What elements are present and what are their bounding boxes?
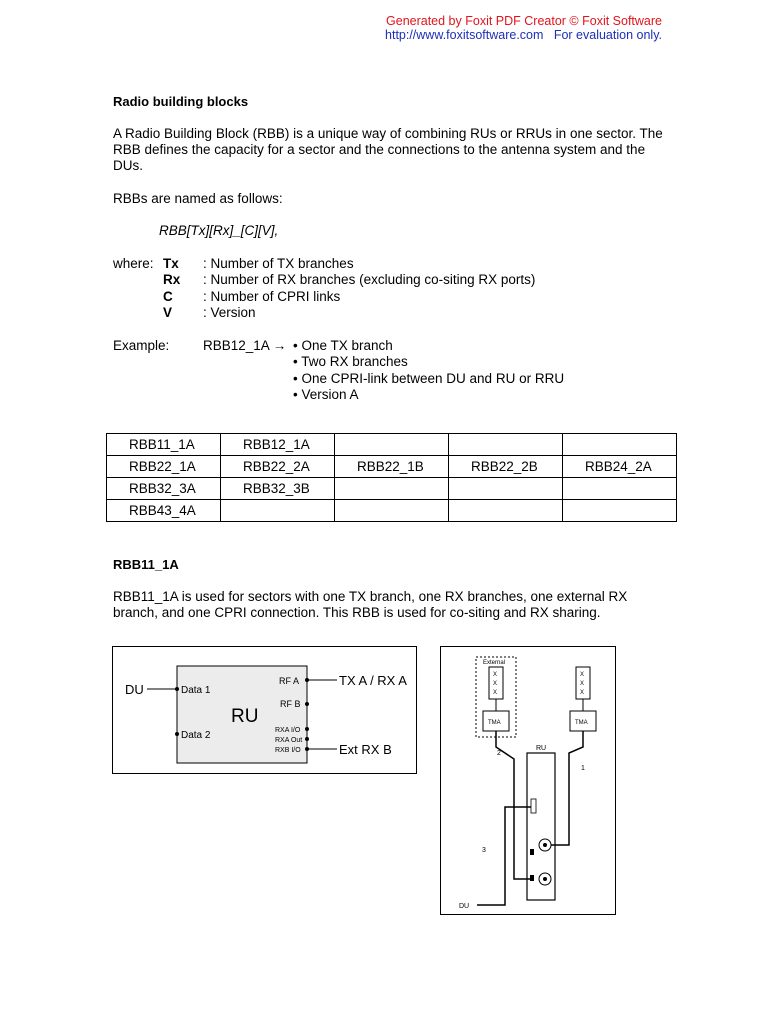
cabling-svg bbox=[441, 647, 615, 914]
du-label: DU bbox=[459, 903, 470, 910]
antenna-x-mark: X bbox=[493, 690, 498, 696]
definition-key: V bbox=[163, 304, 173, 320]
table-cell: RBB22_2A bbox=[221, 456, 335, 478]
watermark-line1: Generated by Foxit PDF Creator © Foxit Software bbox=[386, 14, 662, 28]
cable-3 bbox=[477, 807, 531, 905]
naming-intro: RBBs are named as follows: bbox=[113, 191, 283, 206]
definition-desc: : Number of RX branches (excluding co-siting RX ports) bbox=[203, 272, 536, 288]
watermark-line2 bbox=[385, 28, 662, 42]
rx-port bbox=[530, 849, 534, 855]
table-cell: RBB11_1A bbox=[107, 434, 221, 456]
ru-block-svg bbox=[113, 647, 416, 773]
du-label: DU bbox=[125, 682, 144, 697]
table-cell: RBB22_2B bbox=[449, 456, 563, 478]
table-row bbox=[107, 500, 677, 522]
example-items bbox=[293, 338, 593, 403]
table-cell: RBB43_4A bbox=[107, 500, 221, 522]
cable-1-label: 1 bbox=[581, 765, 585, 772]
subsection-title: RBB11_1A bbox=[113, 557, 179, 572]
watermark-note: For evaluation only. bbox=[553, 28, 662, 42]
cable-1 bbox=[551, 731, 583, 845]
table-row bbox=[107, 478, 677, 500]
subsection-paragraph: RBB11_1A is used for sectors with one TX branch, one RX branches, one external RX branch, and one CPRI connection. This RBB is used for co-siting and RX sharing. bbox=[113, 589, 628, 620]
antenna-x-mark: X bbox=[580, 690, 585, 696]
example-item: • Version A bbox=[293, 386, 359, 402]
rbb-table bbox=[106, 433, 677, 522]
txrx-label: TX A / RX A bbox=[339, 673, 407, 688]
table-cell: RBB32_3A bbox=[107, 478, 221, 500]
rf-connector-b-core bbox=[543, 877, 547, 881]
data2-label: Data 2 bbox=[181, 730, 211, 741]
table-cell bbox=[221, 500, 335, 522]
definition-row bbox=[113, 305, 535, 321]
ru-block-diagram bbox=[112, 646, 417, 774]
antenna-x-mark: X bbox=[493, 681, 498, 687]
definition-key: Rx bbox=[163, 272, 181, 288]
definition-key: C bbox=[163, 288, 173, 304]
definition-key: Tx bbox=[163, 256, 179, 271]
rx-port bbox=[530, 875, 534, 881]
tma-label: TMA bbox=[488, 720, 501, 726]
extrx-label: Ext RX B bbox=[339, 742, 392, 757]
rfb-label: RF B bbox=[280, 699, 301, 709]
rxaio-label: RXA I/O bbox=[275, 727, 301, 734]
table-cell bbox=[449, 478, 563, 500]
rxaout-port bbox=[305, 737, 309, 741]
naming-formula: RBB[Tx][Rx]_[C][V], bbox=[159, 223, 279, 238]
table-cell bbox=[335, 434, 449, 456]
foxit-watermark bbox=[385, 14, 662, 42]
external-label: External bbox=[483, 660, 506, 666]
table-cell: RBB24_2A bbox=[563, 456, 677, 478]
intro-paragraph: A Radio Building Block (RBB) is a unique way of combining RUs or RRUs in one sector. The RBB defines the capacity for a sector and the connections to the antenna system and the DUs. bbox=[113, 126, 663, 173]
antenna-x-mark: X bbox=[493, 672, 498, 678]
antenna-x-mark: X bbox=[580, 672, 585, 678]
table-cell: RBB32_3B bbox=[221, 478, 335, 500]
table-cell bbox=[563, 478, 677, 500]
rfb-port bbox=[305, 702, 309, 706]
data2-port bbox=[175, 732, 179, 736]
cabling-diagram bbox=[440, 646, 616, 915]
table-cell bbox=[563, 500, 677, 522]
watermark-url[interactable]: http://www.foxitsoftware.com bbox=[385, 28, 544, 42]
tma-label: TMA bbox=[575, 720, 588, 726]
table-cell bbox=[449, 500, 563, 522]
definition-row bbox=[113, 289, 535, 305]
example-name: RBB12_1A → bbox=[203, 338, 287, 353]
definition-desc: : Number of TX branches bbox=[203, 256, 354, 271]
cable-2-label: 2 bbox=[497, 750, 501, 757]
ru-label: RU bbox=[536, 745, 547, 752]
table-row bbox=[107, 456, 677, 478]
table-row bbox=[107, 434, 677, 456]
definitions-list bbox=[113, 256, 535, 321]
definition-desc: : Version bbox=[203, 304, 256, 320]
table-cell bbox=[449, 434, 563, 456]
definition-row bbox=[113, 272, 535, 288]
antenna-x-mark: X bbox=[580, 681, 585, 687]
table-cell: RBB22_1B bbox=[335, 456, 449, 478]
data1-label: Data 1 bbox=[181, 685, 211, 696]
table-cell: RBB22_1A bbox=[107, 456, 221, 478]
data1-port bbox=[175, 687, 179, 691]
example-item: • One CPRI-link between DU and RU or RRU bbox=[293, 370, 565, 386]
rxaio-port bbox=[305, 727, 309, 731]
table-cell: RBB12_1A bbox=[221, 434, 335, 456]
example-item: • Two RX branches bbox=[293, 354, 408, 370]
section-title: Radio building blocks bbox=[113, 94, 249, 109]
table-cell bbox=[335, 478, 449, 500]
table-cell bbox=[335, 500, 449, 522]
rfa-label: RF A bbox=[279, 676, 300, 686]
where-label: where: bbox=[113, 256, 154, 271]
definition-row bbox=[113, 256, 535, 272]
ru-label: RU bbox=[231, 706, 259, 727]
table-cell bbox=[563, 434, 677, 456]
rxbio-label: RXB I/O bbox=[275, 747, 301, 754]
example-label: Example: bbox=[113, 338, 170, 353]
definition-desc: : Number of CPRI links bbox=[203, 288, 341, 304]
example-item: • One TX branch bbox=[293, 338, 393, 353]
rf-connector-a-core bbox=[543, 843, 547, 847]
rxaout-label: RXA Out bbox=[275, 737, 303, 744]
cable-3-label: 3 bbox=[482, 847, 486, 854]
